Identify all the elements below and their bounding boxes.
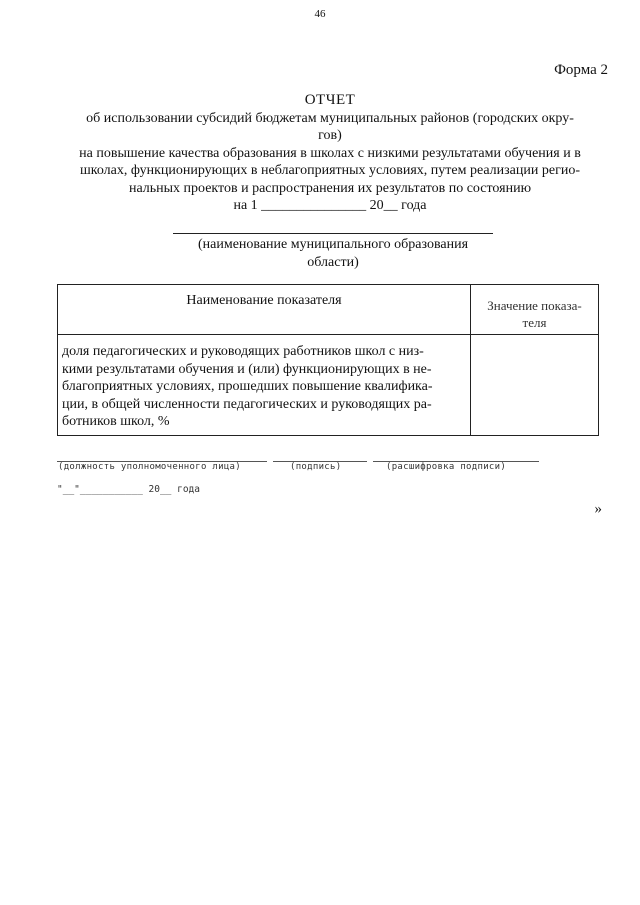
form-label: Форма 2	[554, 62, 608, 78]
report-title-line: на повышение качества образования в школах с низкими результатами обучения и в	[79, 145, 581, 161]
indicator-name-line: благоприятных условиях, прошедших повышение квалифика-	[62, 379, 433, 394]
report-date-line: на 1 _______________ 20__ года	[233, 198, 427, 213]
column-header-indicator-name: Наименование показателя	[58, 285, 471, 335]
position-caption: (должность уполномоченного лица)	[58, 462, 241, 472]
table-header-row	[58, 285, 599, 335]
municipality-name-field[interactable]	[173, 233, 493, 234]
indicator-name-line: кими результатами обучения и (или) функционирующих в не-	[62, 361, 432, 377]
signature-date-line: "__"___________ 20__ года	[57, 484, 200, 495]
indicator-name-line: ции, в общей численности педагогических и руководящих ра-	[62, 396, 432, 412]
report-title-line: об использовании субсидий бюджетам муниципальных районов (городских окру-	[86, 110, 574, 126]
report-title-line: нальных проектов и распространения их результатов по состоянию	[128, 180, 532, 196]
report-title-line: гов)	[318, 128, 342, 143]
report-title-line: школах, функционирующих в неблагоприятных условиях, путем реализации регио-	[79, 163, 580, 178]
column-header-value-line: Значение показа-	[487, 298, 582, 313]
page-number: 46	[314, 8, 326, 20]
column-header-indicator-value	[471, 285, 599, 335]
municipality-caption-line: (наименование муниципального образования	[197, 237, 469, 252]
municipality-caption-line: области)	[307, 254, 359, 270]
indicator-name-line: ботников школ, %	[62, 414, 170, 429]
report-title-block	[40, 92, 620, 215]
signature-caption: (подпись)	[290, 462, 342, 472]
column-header-value-line: теля	[522, 315, 547, 330]
indicator-name-cell	[58, 335, 471, 436]
table-row	[58, 335, 599, 436]
indicator-value-cell[interactable]	[471, 335, 599, 436]
indicator-name-line: доля педагогических и руководящих работников школ с низ-	[62, 344, 424, 359]
signature-decoding-caption: (расшифровка подписи)	[386, 462, 507, 472]
report-heading: ОТЧЕТ	[304, 92, 356, 108]
closing-quote: »	[594, 501, 602, 517]
municipality-caption	[160, 236, 506, 271]
indicator-table	[57, 284, 599, 436]
